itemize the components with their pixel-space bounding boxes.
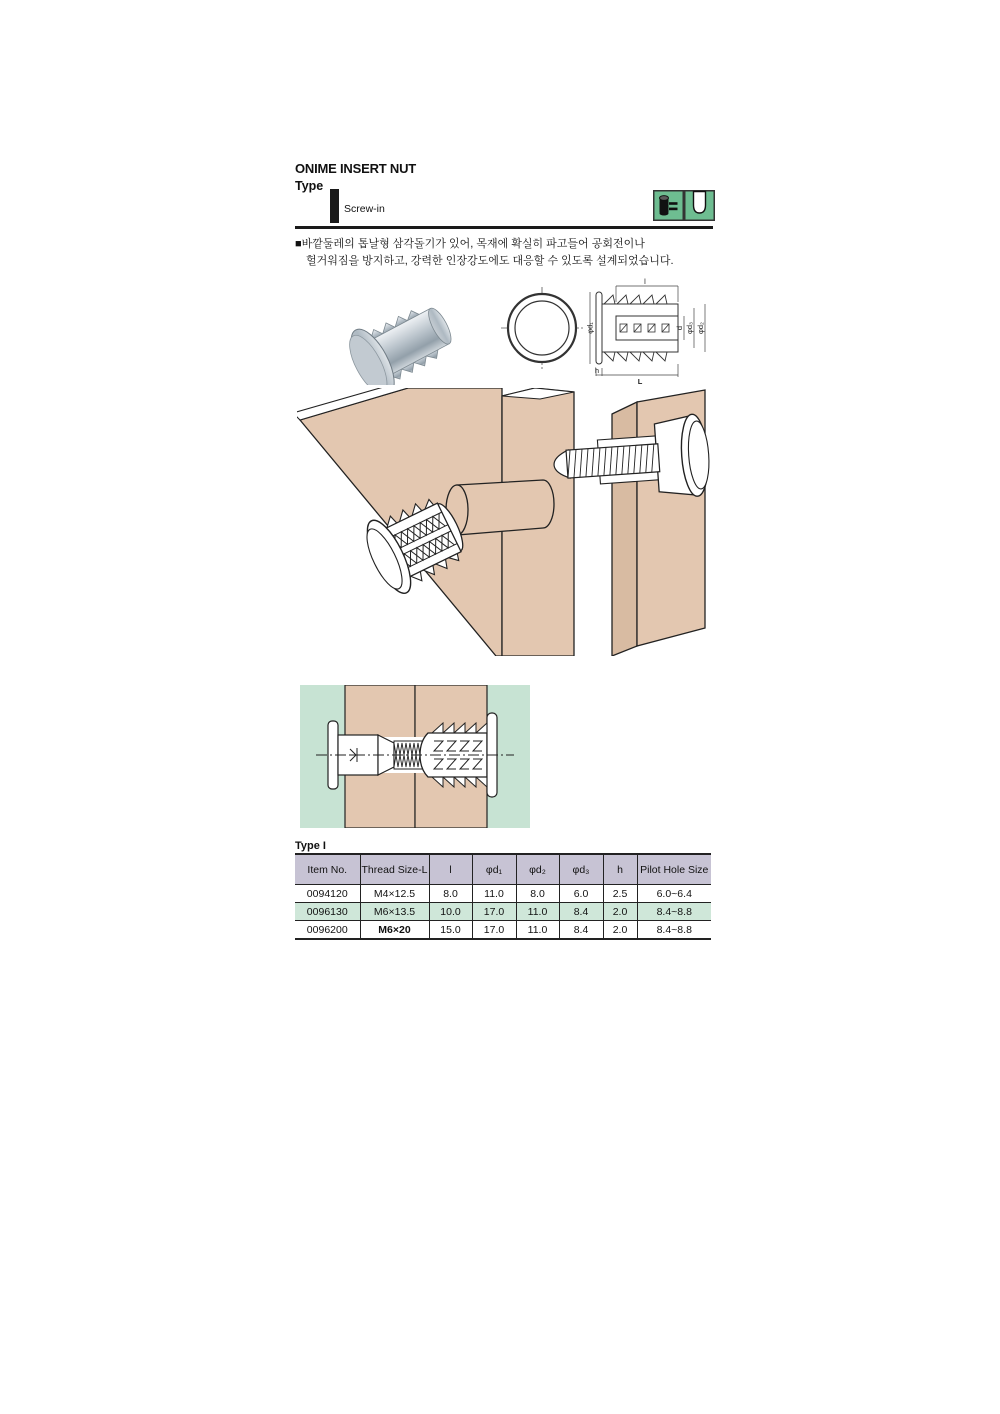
table-row bbox=[295, 921, 711, 940]
dim-label-L: L bbox=[637, 377, 643, 386]
type-label: Type bbox=[295, 179, 324, 193]
cell-d2: 11.0 bbox=[516, 903, 559, 921]
cell-d1: 17.0 bbox=[472, 921, 516, 940]
table-row bbox=[295, 903, 711, 921]
cell-d1: 17.0 bbox=[472, 903, 516, 921]
col-header-pilot-hole: Pilot Hole Size bbox=[637, 854, 711, 885]
col-header-item-no: Item No. bbox=[295, 854, 360, 885]
dim-label-phi-d2: φd₂ bbox=[696, 322, 705, 334]
cell-h: 2.0 bbox=[603, 903, 637, 921]
cell-item-no: 0096130 bbox=[295, 903, 360, 921]
cell-d3: 8.4 bbox=[559, 921, 603, 940]
insert-nut-screw-in-icon bbox=[653, 190, 684, 221]
cell-d1: 11.0 bbox=[472, 885, 516, 903]
dim-label-phi-d1: φd₁ bbox=[586, 322, 595, 334]
cell-d3: 6.0 bbox=[559, 885, 603, 903]
cell-l: 15.0 bbox=[429, 921, 472, 940]
cell-pilot-hole: 8.4~8.8 bbox=[637, 903, 711, 921]
cell-thread-size: M4×12.5 bbox=[360, 885, 429, 903]
dim-label-phi-d3: φd₃ bbox=[685, 321, 694, 335]
col-header-thread-size: Thread Size-L bbox=[360, 854, 429, 885]
dim-label-h: h bbox=[594, 366, 600, 375]
table-header-row bbox=[295, 854, 711, 885]
table-caption: Type I bbox=[295, 840, 326, 852]
cell-thread-size: M6×20 bbox=[360, 921, 429, 940]
wood-dowel bbox=[446, 480, 554, 535]
cell-item-no: 0096200 bbox=[295, 921, 360, 940]
description-text bbox=[295, 236, 674, 270]
col-header-d3: φd₃ bbox=[559, 854, 603, 885]
cell-thread-size: M6×13.5 bbox=[360, 903, 429, 921]
col-header-l: l bbox=[429, 854, 472, 885]
spec-table bbox=[295, 853, 711, 940]
subtype-label: Screw-in bbox=[344, 203, 385, 215]
cell-d3: 8.4 bbox=[559, 903, 603, 921]
dim-label-l: l bbox=[644, 278, 646, 286]
dim-label-d: d bbox=[675, 325, 684, 331]
drilled-hole-icon bbox=[684, 190, 715, 221]
cell-h: 2.0 bbox=[603, 921, 637, 940]
table-row bbox=[295, 885, 711, 903]
header-divider bbox=[295, 226, 713, 229]
cell-d2: 8.0 bbox=[516, 885, 559, 903]
cell-l: 10.0 bbox=[429, 903, 472, 921]
cell-d2: 11.0 bbox=[516, 921, 559, 940]
installation-illustration bbox=[297, 388, 712, 656]
cell-item-no: 0094120 bbox=[295, 885, 360, 903]
cell-l: 8.0 bbox=[429, 885, 472, 903]
description-line-1: ■바깥둘레의 톱날형 삼각돌기가 있어, 목재에 확실히 파고들어 공회전이나 bbox=[295, 238, 645, 250]
col-header-d1: φd₁ bbox=[472, 854, 516, 885]
col-header-h: h bbox=[603, 854, 637, 885]
description-line-2: 헐거워짐을 방지하고, 강력한 인장강도에도 대응할 수 있도록 설계되었습니다. bbox=[306, 255, 674, 267]
cell-h: 2.5 bbox=[603, 885, 637, 903]
product-photo-insert-nut bbox=[338, 283, 478, 385]
type-letter-i-bar bbox=[330, 189, 339, 223]
col-header-d2: φd₂ bbox=[516, 854, 559, 885]
drawing-front-view bbox=[500, 286, 584, 370]
cell-pilot-hole: 6.0~6.4 bbox=[637, 885, 711, 903]
cell-pilot-hole: 8.4~8.8 bbox=[637, 921, 711, 940]
page-title: ONIME INSERT NUT bbox=[295, 161, 417, 176]
cross-section-diagram bbox=[300, 685, 530, 828]
drawing-side-section-view bbox=[586, 278, 714, 386]
